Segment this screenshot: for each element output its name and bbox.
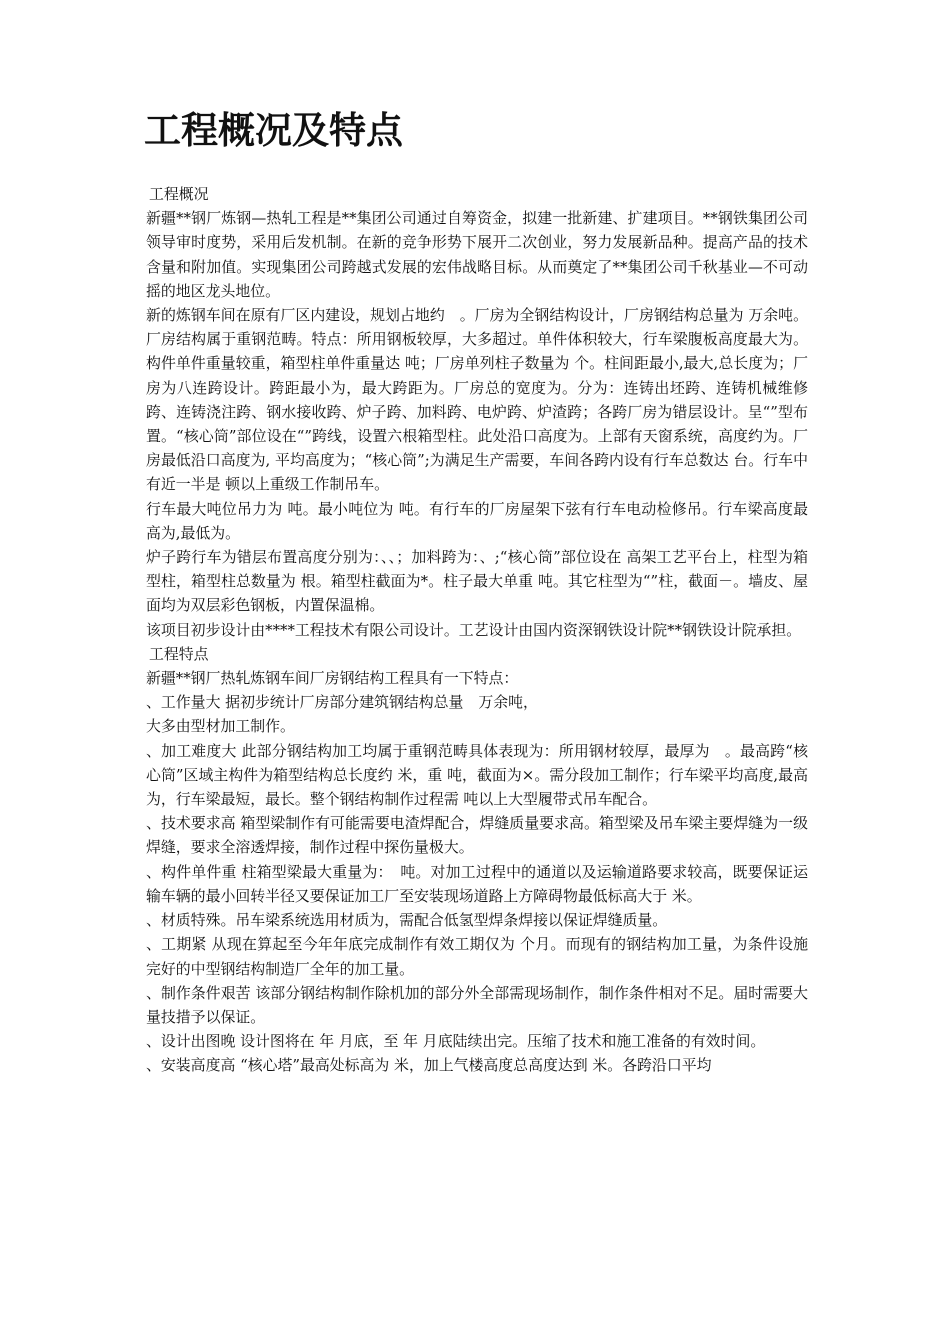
feature-item-3: 、技术要求高 箱型梁制作有可能需要电渣焊配合，焊缝质量要求高。箱型梁及吊车梁主要焊缝为一级焊缝，要求全溶透焊接，制作过程中探伤量极大。	[146, 814, 808, 857]
overview-paragraph-4: 炉子跨行车为错层布置高度分别为：、、；加料跨为：、;“核心筒”部位设在 高架工艺平台上，柱型为箱型柱，箱型柱总数量为 根。箱型柱截面为*。柱子最大单重 吨。其它柱型为“”柱，截面－。墙皮、屋面均为双层彩色钢板，内置保温棉。	[146, 548, 808, 615]
overview-paragraph-5: 该项目初步设计由****工程技术有限公司设计。工艺设计由国内资深钢铁设计院**钢铁设计院承担。	[146, 620, 802, 639]
document-title: 工程概况及特点	[144, 108, 403, 152]
feature-item-6: 、工期紧 从现在算起至今年年底完成制作有效工期仅为 个月。而现有的钢结构加工量，为条件设施完好的中型钢结构制造厂全年的加工量。	[146, 935, 808, 978]
feature-item-1: 、工作量大 据初步统计厂房部分建筑钢结构总量 万余吨，	[146, 693, 538, 712]
feature-item-7: 、制作条件艰苦 该部分钢结构制作除机加的部分外全部需现场制作，制作条件相对不足。届时需要大量技措予以保证。	[146, 983, 808, 1026]
feature-item-9: 、安装高度高 “核心塔”最高处标高为 米，加上气楼高度总高度达到 米。各跨沿口平均	[146, 1056, 712, 1075]
feature-item-1-cont: 大多由型材加工制作。	[146, 717, 295, 736]
section-heading-features: 工程特点	[149, 644, 209, 663]
feature-item-4: 、构件单件重 柱箱型梁最大重量为： 吨。对加工过程中的通道以及运输道路要求较高，既要保证运输车辆的最小回转半径又要保证加工厂至安装现场道路上方障碍物最低标高大于 米。	[146, 862, 808, 905]
feature-item-8: 、设计出图晚 设计图将在 年 月底，至 年 月底陆续出完。压缩了技术和施工准备的有效时间。	[146, 1032, 766, 1051]
document-page	[146, 0, 808, 1078]
overview-paragraph-3: 行车最大吨位吊力为 吨。最小吨位为 吨。有行车的厂房屋架下弦有行车电动检修吊。行车梁高度最高为,最低为。	[146, 499, 808, 542]
features-intro: 新疆**钢厂热轧炼钢车间厂房钢结构工程具有一下特点：	[146, 669, 519, 688]
overview-paragraph-1: 新疆**钢厂炼钢—热轧工程是**集团公司通过自筹资金，拟建一批新建、扩建项目。**钢铁集团公司领导审时度势，采用后发机制。在新的竞争形势下展开二次创业，努力发展新品种。提高产品的技术含量和附加值。实现集团公司跨越式发展的宏伟战略目标。从而奠定了**集团公司千秋基业—不可动摇的地区龙头地位。	[146, 209, 808, 300]
feature-item-5: 、材质特殊。吊车梁系统选用材质为，需配合低氢型焊条焊接以保证焊缝质量。	[146, 911, 668, 930]
document-body	[146, 182, 808, 1078]
feature-item-2: 、加工难度大 此部分钢结构加工均属于重钢范畴具体表现为：所用钢材较厚，最厚为 。最高跨“核心筒”区域主构件为箱型结构总长度约 米，重 吨，截面为×。需分段加工制作；行车梁平均高度,最高为，行车梁最短，最长。整个钢结构制作过程需 吨以上大型履带式吊车配合。	[146, 741, 808, 809]
overview-paragraph-2: 新的炼钢车间在原有厂区内建设，规划占地约 。厂房为全钢结构设计，厂房钢结构总量为 万余吨。厂房结构属于重钢范畴。特点：所用钢板较厚，大多超过。单件体积较大，行车梁腹板高度最大为。构件单件重量较重，箱型柱单件重量达 吨；厂房单列柱子数量为 个。柱间距最小,最大,总长度为；厂房为八连跨设计。跨距最小为，最大跨距为。厂房总的宽度为。分为：连铸出坯跨、连铸机械维修跨、连铸浇注跨、钢水接收跨、炉子跨、加料跨、电炉跨、炉渣跨；各跨厂房为错层设计。呈“”型布置。“核心筒”部位设在“”跨线，设置六根箱型柱。此处沿口高度为。上部有天窗系统，高度约为。厂房最低沿口高度为, 平均高度为；“核心筒”;为满足生产需要，车间各跨内设有行车总数达 台。行车中有近一半是 顿以上重级工作制吊车。	[146, 306, 808, 494]
section-heading-overview: 工程概况	[149, 185, 209, 203]
